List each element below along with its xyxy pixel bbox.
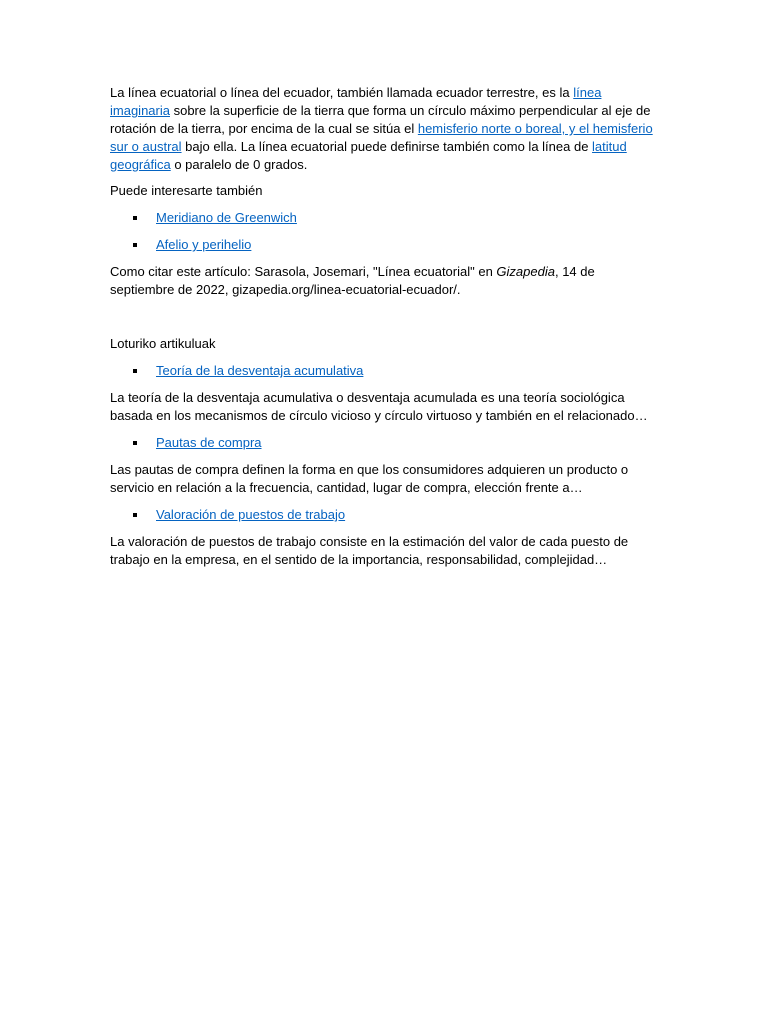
see-also-list [110, 209, 660, 254]
related-list-3 [110, 506, 660, 524]
link-latitud-geografica[interactable]: latitud geográfica [110, 139, 627, 172]
link-meridiano-greenwich[interactable]: Meridiano de Greenwich [156, 210, 297, 225]
related-articles-heading: Loturiko artikuluak [110, 336, 216, 351]
link-valoracion-puestos[interactable]: Valoración de puestos de trabajo [156, 507, 346, 522]
document-page [110, 84, 660, 578]
list-item [110, 434, 660, 452]
article-intro [110, 84, 660, 174]
bullet-icon [133, 243, 137, 247]
link-linea-imaginaria[interactable]: línea imaginaria [110, 85, 602, 118]
list-item [110, 506, 660, 524]
intro-text-2: sobre la superficie de la tierra que forma un círculo máximo perpendicular al eje de rotación de la tierra, por encima de la cual se sitúa el [110, 103, 651, 136]
bullet-icon [133, 216, 137, 220]
see-also-heading: Puede interesarte también [110, 183, 263, 198]
related-list-2 [110, 434, 660, 452]
link-hemisferios[interactable]: hemisferio norte o boreal, y el hemisferio sur o austral [110, 121, 653, 154]
intro-text-3: bajo ella. La línea ecuatorial puede definirse también como la línea de [181, 139, 593, 154]
list-item [110, 236, 660, 254]
intro-text-4: o paralelo de 0 grados. [170, 157, 308, 172]
related-summary: La valoración de puestos de trabajo consiste en la estimación del valor de cada puesto de trabajo en la empresa, en el sentido de la importancia, responsabilidad, complejidad… [110, 534, 629, 567]
citation-source: Gizapedia [496, 264, 555, 279]
list-item [110, 209, 660, 227]
link-teoria-desventaja[interactable]: Teoría de la desventaja acumulativa [156, 363, 364, 378]
bullet-icon [133, 369, 137, 373]
bullet-icon [133, 513, 137, 517]
citation [110, 263, 660, 299]
bullet-icon [133, 441, 137, 445]
list-item [110, 362, 660, 380]
intro-text-1: La línea ecuatorial o línea del ecuador, también llamada ecuador terrestre, es la [110, 85, 574, 100]
citation-suffix: , 14 de septiembre de 2022, gizapedia.org/linea-ecuatorial-ecuador/. [110, 264, 595, 297]
related-summary: Las pautas de compra definen la forma en que los consumidores adquieren un producto o servicio en relación a la frecuencia, cantidad, lugar de compra, elección frente a… [110, 462, 629, 495]
citation-prefix: Como citar este artículo: Sarasola, Josemari, "Línea ecuatorial" en [110, 264, 497, 279]
link-pautas-compra[interactable]: Pautas de compra [156, 435, 262, 450]
related-list-1 [110, 362, 660, 380]
link-afelio-perihelio[interactable]: Afelio y perihelio [156, 237, 252, 252]
related-summary: La teoría de la desventaja acumulativa o desventaja acumulada es una teoría sociológica basada en los mecanismos de círculo vicioso y círculo virtuoso y también en el relacionado… [110, 390, 648, 423]
